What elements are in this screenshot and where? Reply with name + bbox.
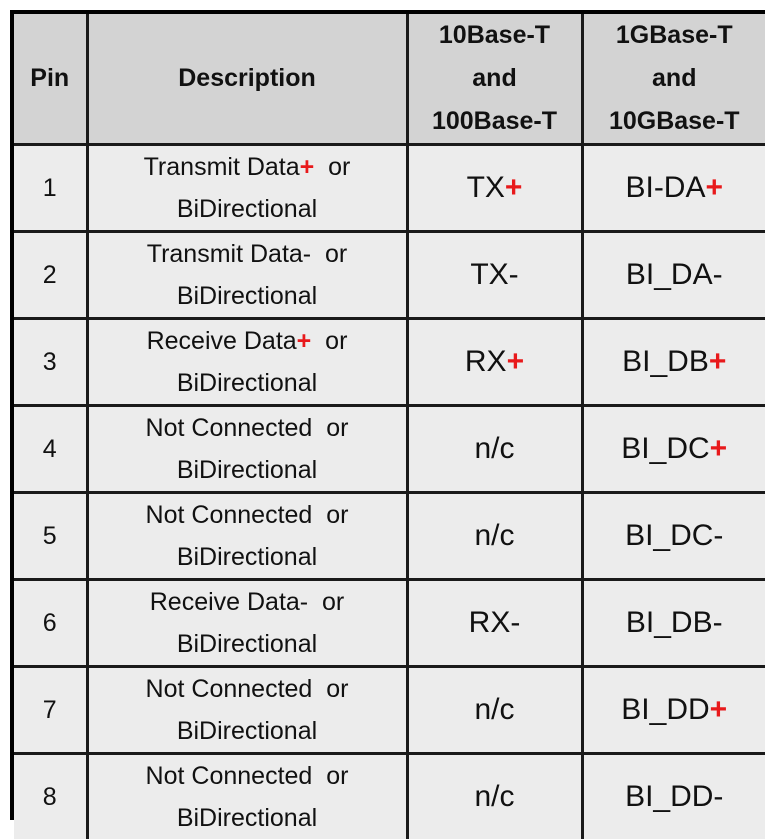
signal-10base-t <box>407 493 582 580</box>
ethernet-pinout-table <box>14 14 765 839</box>
signal-10base-t <box>407 232 582 319</box>
description-bidirectional: BiDirectional <box>177 717 317 745</box>
header-1gbase-t <box>582 14 765 145</box>
plus-sign: + <box>297 327 312 355</box>
description-or: or <box>312 414 348 442</box>
description-bidirectional: BiDirectional <box>177 456 317 484</box>
description-or: or <box>311 240 347 268</box>
description-bidirectional: BiDirectional <box>177 543 317 571</box>
signal-1gbase-t-text: BI_DA- <box>626 258 723 291</box>
description-line-1 <box>89 755 406 797</box>
description-line-2 <box>89 710 406 752</box>
table-row <box>14 667 765 754</box>
description-cell <box>87 580 407 667</box>
signal-1gbase-t <box>582 145 765 232</box>
description-or: or <box>314 153 350 181</box>
pin-number <box>14 145 87 232</box>
signal-10base-t <box>407 145 582 232</box>
signal-1gbase-t <box>582 667 765 754</box>
pin-number-text: 5 <box>43 522 57 550</box>
signal-10base-t-text: n/c <box>474 780 514 813</box>
description-bidirectional: BiDirectional <box>177 804 317 832</box>
signal-10base-t <box>407 580 582 667</box>
signal-10base-t-text: RX <box>465 345 507 378</box>
description-cell <box>87 754 407 839</box>
signal-10base-t-text: n/c <box>474 519 514 552</box>
description-line-1 <box>89 494 406 536</box>
header-pin: Pin <box>14 14 87 145</box>
pin-number <box>14 667 87 754</box>
description-bidirectional: BiDirectional <box>177 282 317 310</box>
description-bidirectional: BiDirectional <box>177 195 317 223</box>
description-line-2 <box>89 623 406 665</box>
description-cell <box>87 406 407 493</box>
description-text: Not Connected <box>146 762 313 790</box>
description-or: or <box>308 588 344 616</box>
description-line-2 <box>89 797 406 839</box>
signal-1gbase-t <box>582 580 765 667</box>
pin-number <box>14 580 87 667</box>
pin-number-text: 4 <box>43 435 57 463</box>
pin-number-text: 2 <box>43 261 57 289</box>
pin-number <box>14 232 87 319</box>
pin-number-text: 7 <box>43 696 57 724</box>
description-cell <box>87 319 407 406</box>
description-bidirectional: BiDirectional <box>177 369 317 397</box>
description-line-1 <box>89 146 406 188</box>
description-cell <box>87 493 407 580</box>
signal-1gbase-t <box>582 754 765 839</box>
description-text: Transmit Data- <box>147 240 311 268</box>
pin-number-text: 3 <box>43 348 57 376</box>
table-row <box>14 145 765 232</box>
signal-1gbase-t <box>582 319 765 406</box>
signal-1gbase-t <box>582 493 765 580</box>
plus-sign: + <box>705 171 723 204</box>
description-text: Not Connected <box>146 501 313 529</box>
signal-1gbase-t <box>582 232 765 319</box>
signal-1gbase-t-text: BI_DD <box>621 693 709 726</box>
signal-1gbase-t-text: BI_DC <box>621 432 709 465</box>
table-row <box>14 232 765 319</box>
description-line-1 <box>89 407 406 449</box>
pin-number <box>14 493 87 580</box>
table-row <box>14 493 765 580</box>
signal-10base-t-text: n/c <box>474 693 514 726</box>
description-line-1 <box>89 668 406 710</box>
description-or: or <box>312 675 348 703</box>
header-1gbase-t-line3: 10GBase-T <box>609 107 740 135</box>
signal-10base-t-text: TX- <box>470 258 518 291</box>
header-row <box>14 14 765 145</box>
signal-1gbase-t-text: BI-DA <box>625 171 705 204</box>
header-description: Description <box>87 14 407 145</box>
signal-10base-t <box>407 406 582 493</box>
table-row <box>14 754 765 839</box>
plus-sign: + <box>709 345 727 378</box>
description-cell <box>87 232 407 319</box>
description-text: Receive Data <box>147 327 297 355</box>
signal-10base-t-text: TX <box>467 171 505 204</box>
description-line-2 <box>89 449 406 491</box>
plus-sign: + <box>505 171 523 204</box>
plus-sign: + <box>300 153 315 181</box>
description-or: or <box>311 327 347 355</box>
pin-number-text: 8 <box>43 783 57 811</box>
description-line-1 <box>89 581 406 623</box>
pin-number <box>14 754 87 839</box>
description-line-1 <box>89 233 406 275</box>
pinout-table-frame <box>10 10 765 820</box>
signal-1gbase-t <box>582 406 765 493</box>
pin-number-text: 1 <box>43 174 57 202</box>
header-10base-t-line2: and <box>472 64 516 92</box>
description-cell <box>87 145 407 232</box>
header-1gbase-t-line1: 1GBase-T <box>616 21 733 49</box>
description-cell <box>87 667 407 754</box>
pin-number <box>14 319 87 406</box>
pin-number <box>14 406 87 493</box>
plus-sign: + <box>710 432 728 465</box>
header-10base-t-line3: 100Base-T <box>432 107 557 135</box>
signal-1gbase-t-text: BI_DD- <box>625 780 723 813</box>
description-line-2 <box>89 275 406 317</box>
table-row <box>14 580 765 667</box>
signal-10base-t-text: RX- <box>469 606 521 639</box>
description-text: Transmit Data <box>144 153 300 181</box>
header-1gbase-t-line2: and <box>652 64 696 92</box>
description-or: or <box>312 501 348 529</box>
description-or: or <box>312 762 348 790</box>
description-text: Not Connected <box>146 675 313 703</box>
header-10base-t <box>407 14 582 145</box>
table-row <box>14 319 765 406</box>
pin-number-text: 6 <box>43 609 57 637</box>
signal-10base-t <box>407 754 582 839</box>
description-text: Not Connected <box>146 414 313 442</box>
signal-10base-t-text: n/c <box>474 432 514 465</box>
signal-1gbase-t-text: BI_DB- <box>626 606 723 639</box>
description-text: Receive Data- <box>150 588 308 616</box>
description-line-2 <box>89 188 406 230</box>
signal-10base-t <box>407 667 582 754</box>
description-line-2 <box>89 536 406 578</box>
signal-10base-t <box>407 319 582 406</box>
header-10base-t-line1: 10Base-T <box>439 21 550 49</box>
description-line-2 <box>89 362 406 404</box>
plus-sign: + <box>710 693 728 726</box>
signal-1gbase-t-text: BI_DB <box>622 345 709 378</box>
plus-sign: + <box>507 345 525 378</box>
signal-1gbase-t-text: BI_DC- <box>625 519 723 552</box>
table-row <box>14 406 765 493</box>
description-line-1 <box>89 320 406 362</box>
description-bidirectional: BiDirectional <box>177 630 317 658</box>
